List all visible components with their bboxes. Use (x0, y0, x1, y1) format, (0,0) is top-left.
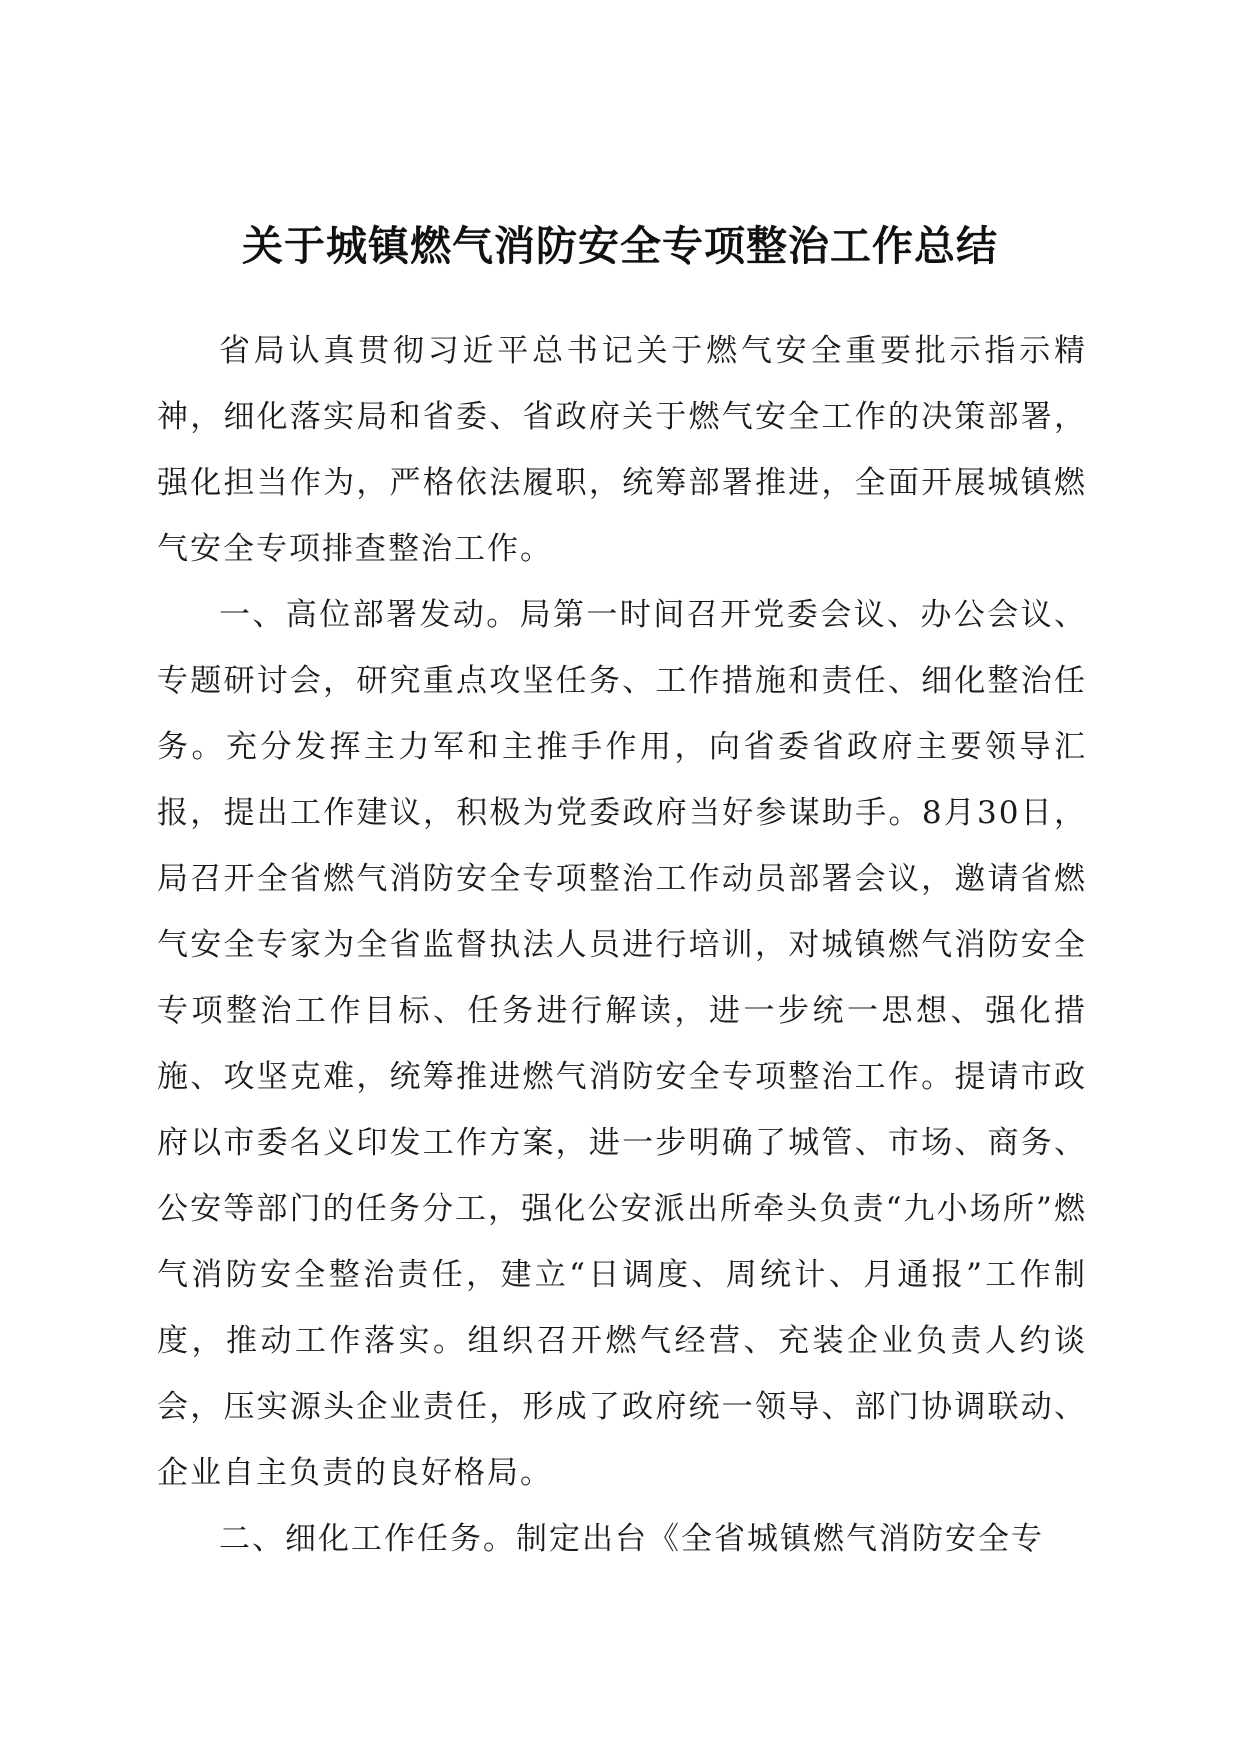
document-body (157, 318, 1087, 1572)
paragraph-section-two: 二、细化工作任务。制定出台《全省城镇燃气消防安全专 (219, 1521, 1044, 1557)
paragraph-intro: 省局认真贯彻习近平总书记关于燃气安全重要批示指示精神，细化落实局和省委、省政府关于燃气安全工作的决策部署，强化担当作为，严格依法履职，统筹部署推进，全面开展城镇燃气安全专项排查整治工作。 (157, 333, 1087, 567)
document-title: 关于城镇燃气消防安全专项整治工作总结 (242, 222, 998, 270)
paragraph-section-one: 一、高位部署发动。局第一时间召开党委会议、办公会议、专题研讨会，研究重点攻坚任务、工作措施和责任、细化整治任务。充分发挥主力军和主推手作用，向省委省政府主要领导汇报，提出工作建议，积极为党委政府当好参谋助手。8月30日，局召开全省燃气消防安全专项整治工作动员部署会议，邀请省燃气安全专家为全省监督执法人员进行培训，对城镇燃气消防安全专项整治工作目标、任务进行解读，进一步统一思想、强化措施、攻坚克难，统筹推进燃气消防安全专项整治工作。提请市政府以市委名义印发工作方案，进一步明确了城管、市场、商务、公安等部门的任务分工，强化公安派出所牵头负责“九小场所”燃气消防安全整治责任，建立“日调度、周统计、月通报”工作制度，推动工作落实。组织召开燃气经营、充装企业负责人约谈会，压实源头企业责任，形成了政府统一领导、部门协调联动、企业自主负责的良好格局。 (157, 597, 1087, 1491)
